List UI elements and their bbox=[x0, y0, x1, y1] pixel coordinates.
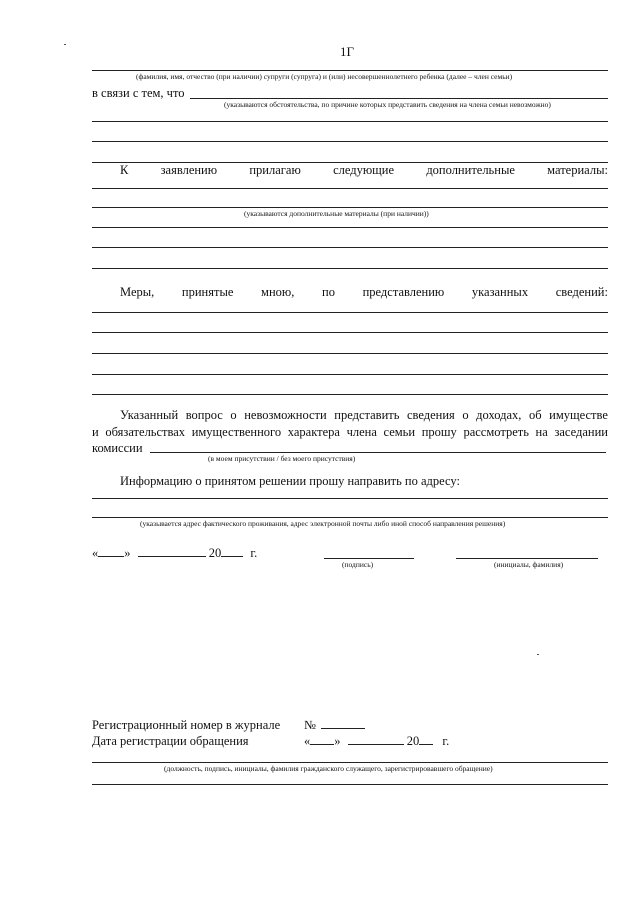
word: сведений: bbox=[555, 285, 608, 299]
presence-hint: (в моем присутствии / без моего присутствия) bbox=[208, 454, 356, 463]
blank-line bbox=[92, 312, 608, 313]
word: заседании bbox=[554, 425, 608, 439]
word: заявлению bbox=[160, 163, 218, 177]
word: материалы: bbox=[547, 163, 608, 177]
address-hint: (указывается адрес фактического проживания, адрес электронной почты либо иной способ направления решения) bbox=[140, 519, 506, 528]
word: семьи bbox=[383, 425, 416, 439]
word: представить bbox=[334, 408, 400, 422]
word: следующие bbox=[333, 163, 395, 177]
blank-line bbox=[92, 121, 608, 122]
word: прилагаю bbox=[249, 163, 301, 177]
due-to-label: в связи с тем, что bbox=[92, 86, 185, 100]
blank-line bbox=[92, 374, 608, 375]
day-blank bbox=[98, 546, 124, 557]
request-line-3: комиссии bbox=[92, 441, 143, 455]
request-line-2 bbox=[92, 425, 608, 440]
circumstances-hint: (указываются обстоятельства, по причине которых представить сведения на члена семьи невозможно) bbox=[224, 100, 551, 109]
signature-hint: (подпись) bbox=[342, 560, 374, 569]
word: обязательствах bbox=[105, 425, 186, 439]
month-blank bbox=[138, 546, 206, 557]
blank-line bbox=[92, 353, 608, 354]
address-line bbox=[92, 517, 608, 518]
word: характера bbox=[287, 425, 340, 439]
family-member-hint: (фамилия, имя, отчество (при наличии) супруги (супруга) и (или) несовершеннолетнего ребенка (далее – член семьи) bbox=[136, 72, 513, 81]
measures-sentence bbox=[120, 285, 608, 300]
word: об bbox=[528, 408, 542, 422]
word: члена bbox=[346, 425, 377, 439]
word: принятые bbox=[181, 285, 234, 299]
year-blank bbox=[419, 734, 433, 745]
address-line bbox=[92, 498, 608, 499]
word: доходах, bbox=[476, 408, 522, 422]
signature-line bbox=[324, 558, 414, 559]
word: о bbox=[462, 408, 469, 422]
blank-line bbox=[92, 227, 608, 228]
initials-line bbox=[456, 558, 598, 559]
registrar-hint: (должность, подпись, инициалы, фамилия гражданского служащего, зарегистрировавшего обращение) bbox=[164, 764, 493, 773]
reg-date-field bbox=[304, 734, 449, 749]
blank-line bbox=[92, 332, 608, 333]
word: прошу bbox=[421, 425, 457, 439]
scan-speck bbox=[64, 44, 66, 45]
circumstances-line bbox=[190, 98, 608, 99]
word: вопрос bbox=[185, 408, 223, 422]
day-blank bbox=[310, 734, 334, 745]
registrar-line bbox=[92, 784, 608, 785]
word: имуществе bbox=[549, 408, 608, 422]
open-quote: « bbox=[92, 546, 99, 560]
year-blank bbox=[221, 546, 243, 557]
year-prefix: 20 bbox=[406, 734, 420, 748]
word: Указанный bbox=[120, 408, 179, 422]
info-request-text: Информацию о принятом решении прошу направить по адресу: bbox=[120, 474, 460, 488]
word: о bbox=[230, 408, 237, 422]
scan-speck bbox=[537, 654, 539, 655]
word: К bbox=[120, 163, 129, 177]
blank-line bbox=[92, 394, 608, 395]
blank-line bbox=[92, 247, 608, 248]
date-field bbox=[92, 546, 257, 561]
word: по bbox=[322, 285, 335, 299]
close-quote: » bbox=[124, 546, 131, 560]
close-quote: » bbox=[334, 734, 341, 748]
word: и bbox=[92, 425, 99, 439]
word: рассмотреть bbox=[463, 425, 529, 439]
word: мною, bbox=[261, 285, 295, 299]
word: Меры, bbox=[120, 285, 155, 299]
materials-line bbox=[92, 207, 608, 208]
word: сведения bbox=[407, 408, 455, 422]
word: имущественного bbox=[191, 425, 282, 439]
reg-number-field bbox=[304, 718, 365, 733]
reg-date-label: Дата регистрации обращения bbox=[92, 734, 249, 748]
year-suffix: г. bbox=[250, 546, 258, 560]
number-sign: № bbox=[304, 718, 316, 732]
month-blank bbox=[348, 734, 404, 745]
initials-hint: (инициалы, фамилия) bbox=[494, 560, 564, 569]
family-member-line bbox=[92, 70, 608, 71]
registrar-line bbox=[92, 762, 608, 763]
word: указанных bbox=[471, 285, 529, 299]
materials-hint: (указываются дополнительные материалы (при наличии)) bbox=[244, 209, 429, 218]
presence-line bbox=[150, 452, 606, 453]
year-prefix: 20 bbox=[208, 546, 222, 560]
word: на bbox=[535, 425, 548, 439]
attach-sentence bbox=[120, 163, 608, 178]
open-quote: « bbox=[304, 734, 311, 748]
blank-line bbox=[92, 188, 608, 189]
reg-number-blank bbox=[321, 718, 365, 729]
word: дополнительные bbox=[426, 163, 515, 177]
blank-line bbox=[92, 268, 608, 269]
year-suffix: г. bbox=[442, 734, 450, 748]
reg-number-label: Регистрационный номер в журнале bbox=[92, 718, 281, 732]
word: представлению bbox=[362, 285, 445, 299]
blank-line bbox=[92, 141, 608, 142]
request-line-1 bbox=[120, 408, 608, 423]
page-number: 1Г bbox=[340, 44, 355, 59]
word: невозможности bbox=[244, 408, 327, 422]
